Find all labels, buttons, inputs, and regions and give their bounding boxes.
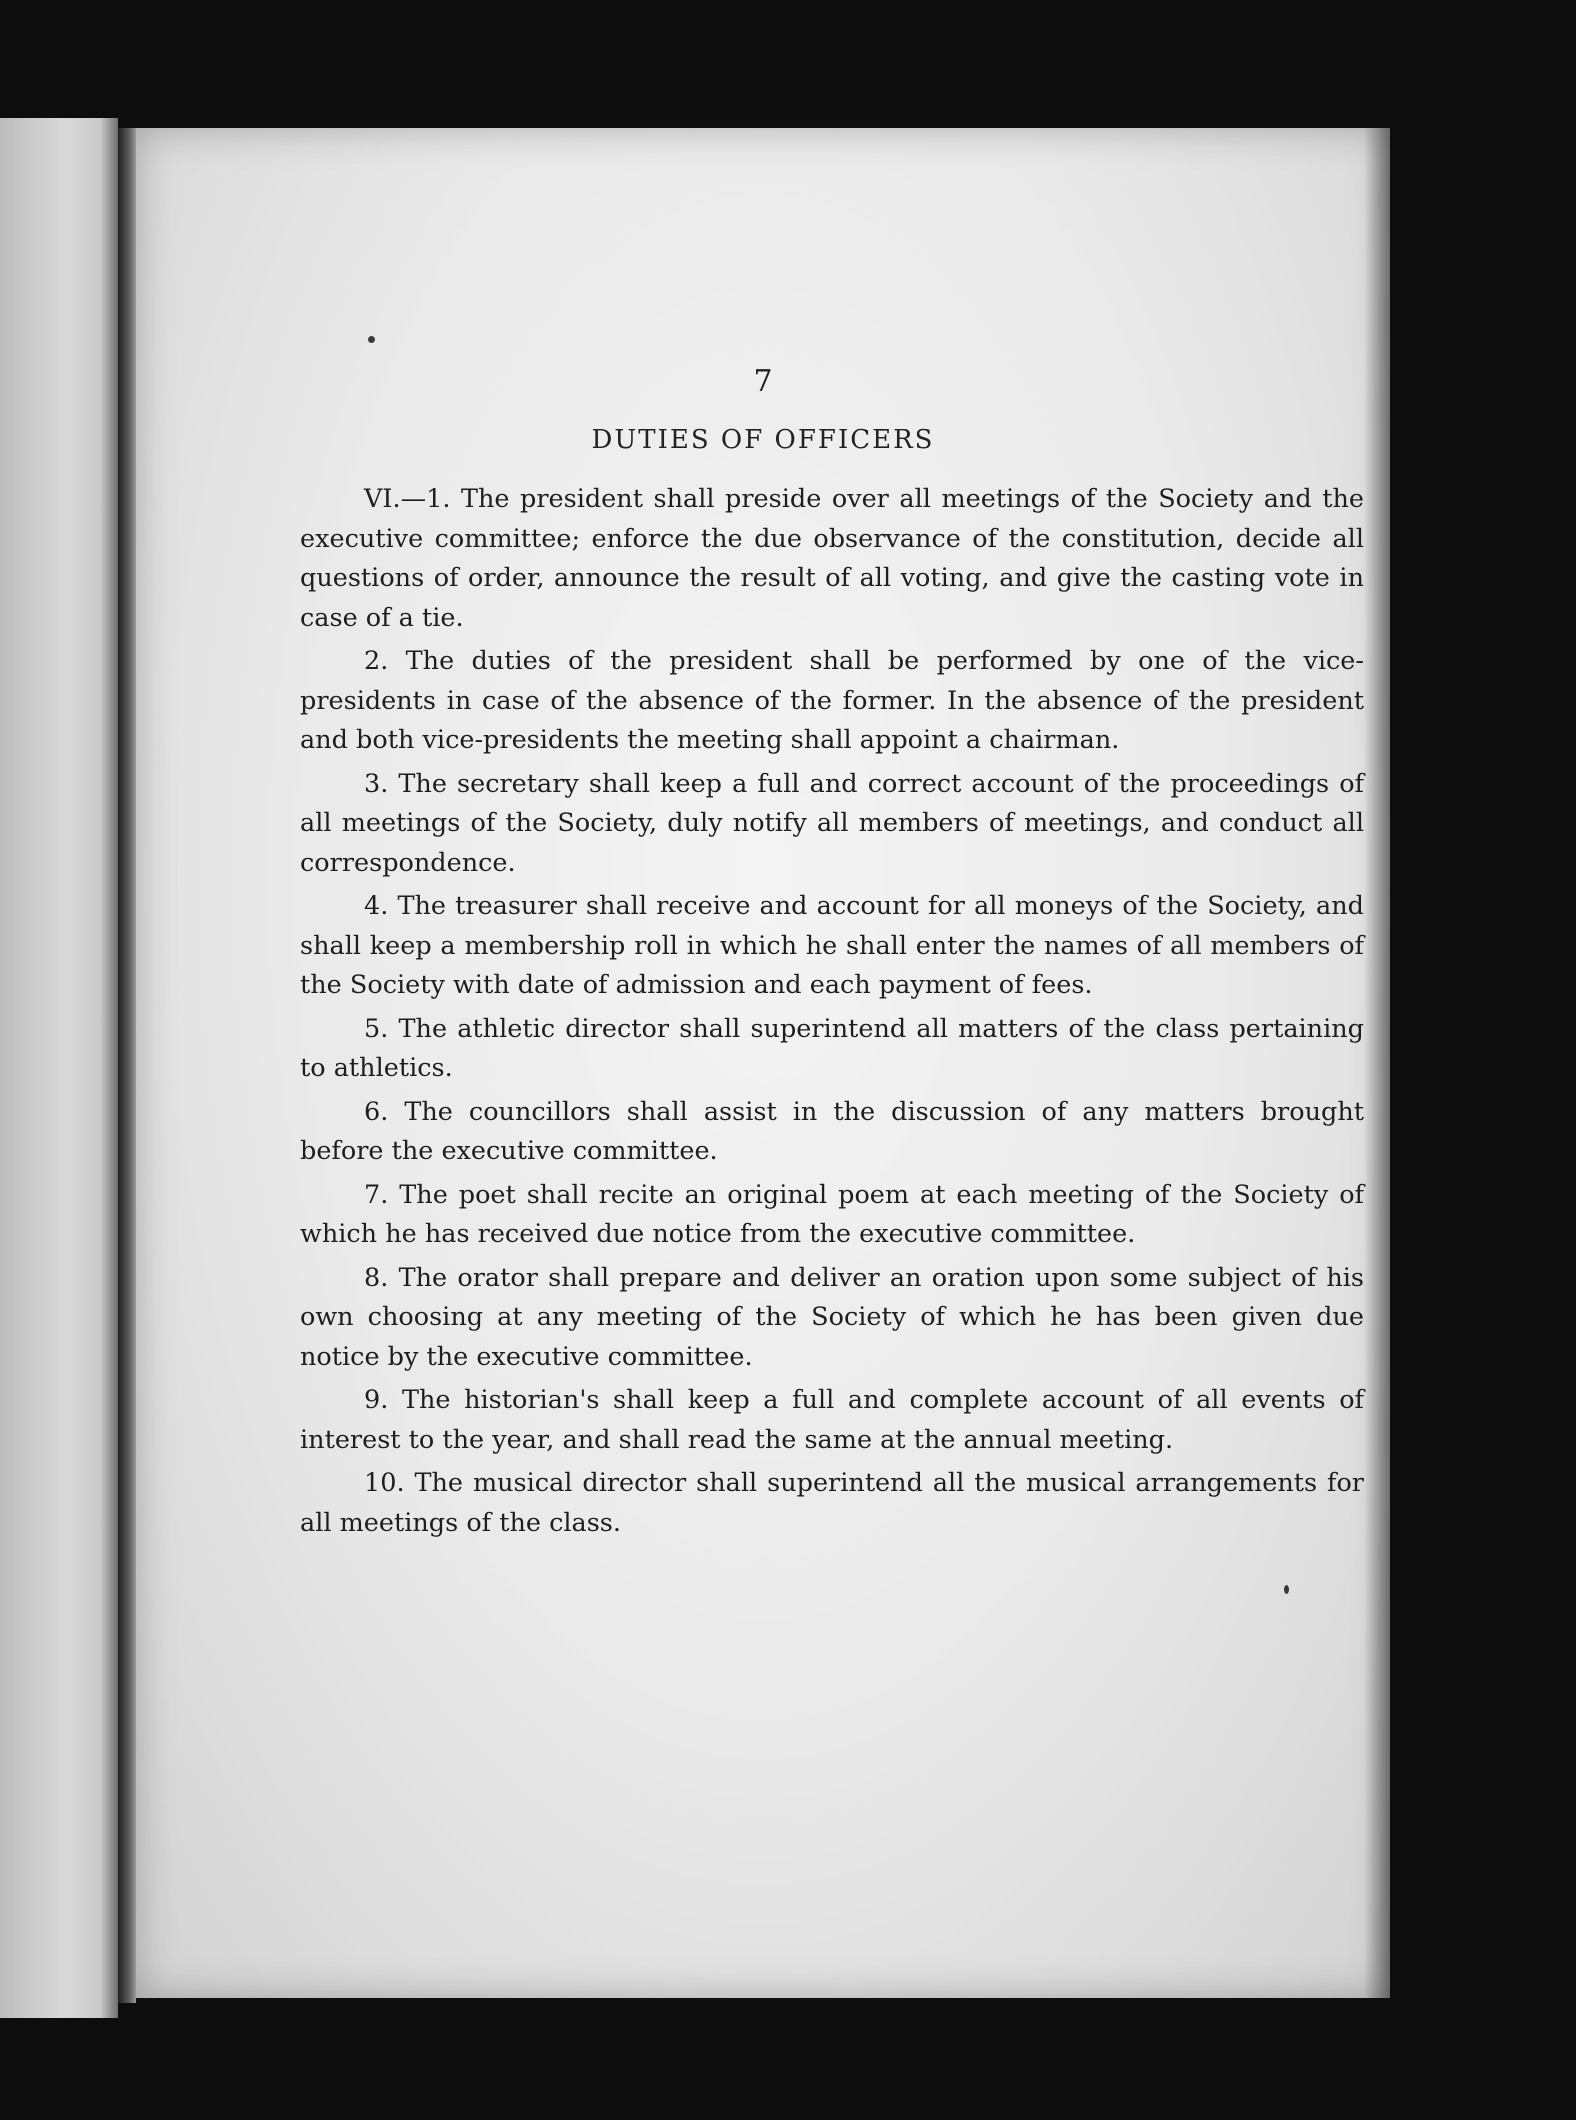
paragraph-5: 5. The athletic director shall superintend all matters of the class pertaining to athletics. <box>300 1013 1364 1083</box>
paragraph-4: 4. The treasurer shall receive and account for all moneys of the Society, and shall keep a membership roll in which he shall enter the names of all members of the Society with date of admission and each payment of fees. <box>300 891 1364 1000</box>
facing-page-edge <box>0 118 118 2018</box>
paragraph-10: 10. The musical director shall superintend all the musical arrangements for all meetings of the class. <box>300 1468 1364 1538</box>
ink-speck <box>368 336 375 343</box>
paragraph-7: 7. The poet shall recite an original poem at each meeting of the Society of which he has received due notice from the executive committee. <box>300 1179 1364 1249</box>
paragraph-6: 6. The councillors shall assist in the discussion of any matters brought before the executive committee. <box>300 1096 1364 1166</box>
section-heading: DUTIES OF OFFICERS <box>591 425 935 455</box>
paragraph-9: 9. The historian's shall keep a full and complete account of all events of interest to the year, and shall read the same at the annual meeting. <box>300 1385 1364 1455</box>
body-text <box>300 480 1364 1547</box>
page-number: 7 <box>753 364 773 399</box>
paragraph-1: VI.—1. The president shall preside over all meetings of the Society and the executive committee; enforce the due observance of the constitution, decide all questions of order, announce the result of all voting, and give the casting vote in case of a tie. <box>300 484 1364 633</box>
paragraph-2: 2. The duties of the president shall be performed by one of the vice-presidents in case of the absence of the former. In the absence of the president and both vice-presidents the meeting shall appoint a chairman. <box>300 646 1364 755</box>
document-page <box>136 128 1390 1998</box>
paragraph-3: 3. The secretary shall keep a full and correct account of the proceedings of all meetings of the Society, duly notify all members of meetings, and conduct all correspondence. <box>300 768 1364 878</box>
book-gutter <box>118 128 136 2003</box>
paragraph-8: 8. The orator shall prepare and deliver an oration upon some subject of his own choosing at any meeting of the Society of which he has been given due notice by the executive committee. <box>300 1262 1364 1372</box>
ink-speck <box>1284 1585 1289 1594</box>
